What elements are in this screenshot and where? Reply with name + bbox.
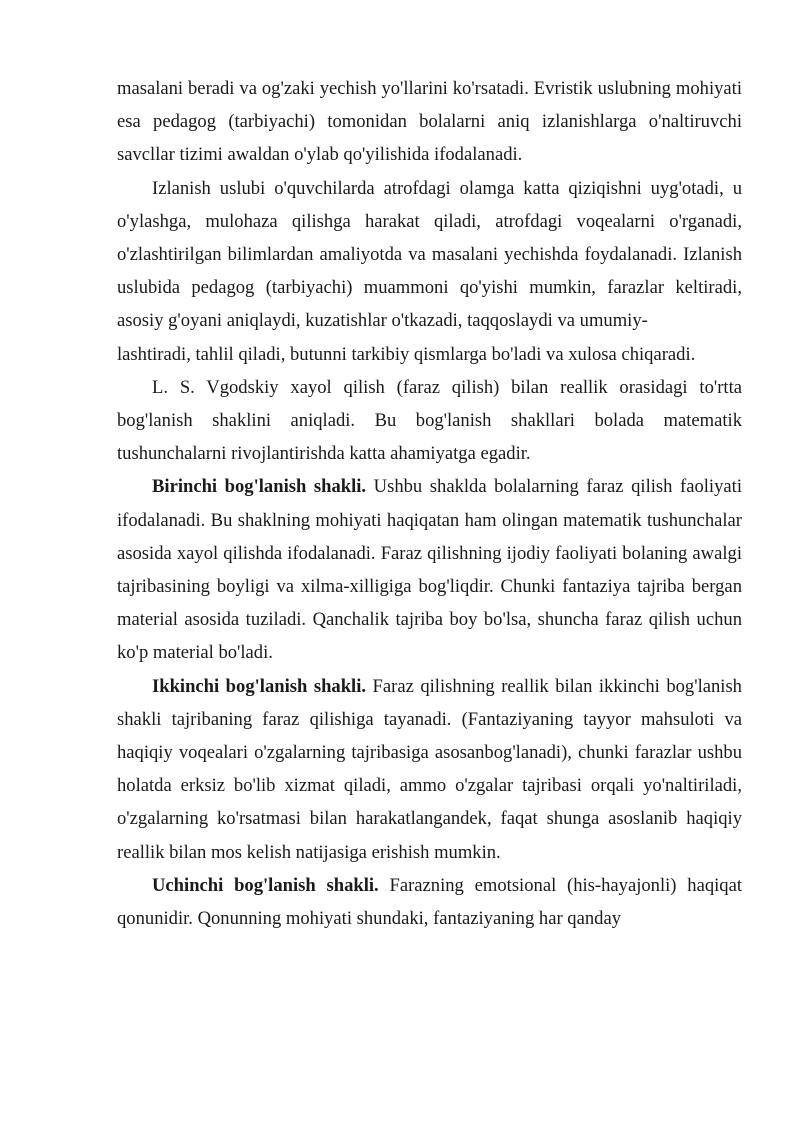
second-form-heading: Ikkinchi bog'lanish shakli. bbox=[152, 675, 367, 697]
paragraph-vygotsky: L. S. Vgodskiy xayol qilish (faraz qilish) bilan reallik orasidagi to'rtta bog'lanish shaklini aniqladi. Bu bog'lanish shakllari bolada matematik tushunchalarni rivojlantirishda katta ahamiyatga egadir. bbox=[117, 376, 742, 465]
document-page bbox=[117, 72, 742, 935]
paragraph-third-form bbox=[117, 869, 742, 935]
paragraph-first-form bbox=[117, 470, 742, 669]
third-form-text: Farazning emotsional (his-hayajonli) haqiqat qonunidir. Qonunning mohiyati shundaki, fantaziyaning har qanday bbox=[117, 874, 742, 930]
first-form-heading: Birinchi bog'lanish shakli. bbox=[152, 476, 367, 498]
second-form-text: Faraz qilishning reallik bilan ikkinchi bog'lanish shakli tajribaning faraz qilishiga tayanadi. (Fantaziyaning tayyor mahsuloti va haqiqiy voqealari o'zgalarning tajribasiga asosanbog'lanadi), chunki farazlar ushbu holatda erksiz bo'lib xizmat qiladi, ammo o'zgalar tajribasi orqali yo'naltiriladi, o'zgalarning ko'rsatmasi bilan harakatlangandek, faqat shunga asoslanib haqiqiy reallik bilan mos kelish natijasiga erishish mumkin. bbox=[117, 675, 742, 863]
third-form-heading: Uchinchi bog'lanish shakli. bbox=[152, 874, 379, 896]
first-form-text: Ushbu shaklda bolalarning faraz qilish faoliyati ifodalanadi. Bu shaklning mohiyati haqiqatan ham olingan matematik tushunchalar asosida xayol qilishda ifodalanadi. Faraz qilishning ijodiy faoliyati bolaning awalgi tajribasining boyligi va xilma-xilligiga bog'liqdir. Chunki fantaziya tajriba bergan material asosida tuziladi. Qanchalik tajriba boy bo'lsa, shuncha faraz qilish uchun ko'p material bo'ladi. bbox=[117, 476, 742, 664]
paragraph-search-method: Izlanish uslubi o'quvchilarda atrofdagi olamga katta qiziqishni uyg'otadi, u o'ylashga, mulohaza qilishga harakat qiladi, atrofdagi voqealarni o'rganadi, o'zlashtirilgan bilimlardan amaliyotda va masalani yechishda foydalanadi. Izlanish uslubida pedagog (tarbiyachi) muammoni qo'yishi mumkin, farazlar keltiradi, asosiy g'oyani aniqlaydi, kuzatishlar o'tkazadi, taqqoslaydi va umumiy- bbox=[117, 177, 742, 332]
paragraph-second-form bbox=[117, 670, 742, 869]
paragraph-search-method-continued: lashtiradi, tahlil qiladi, butunni tarkibiy qismlarga bo'ladi va xulosa chiqaradi. bbox=[117, 343, 696, 365]
paragraph-heuristic-method: masalani beradi va og'zaki yechish yo'llarini ko'rsatadi. Evristik uslubning mohiyati esa pedagog (tarbiyachi) tomonidan bolalarni aniq izlanishlarga o'naltiruvchi savcllar tizimi awaldan o'ylab qo'yilishida ifodalanadi. bbox=[117, 78, 742, 166]
